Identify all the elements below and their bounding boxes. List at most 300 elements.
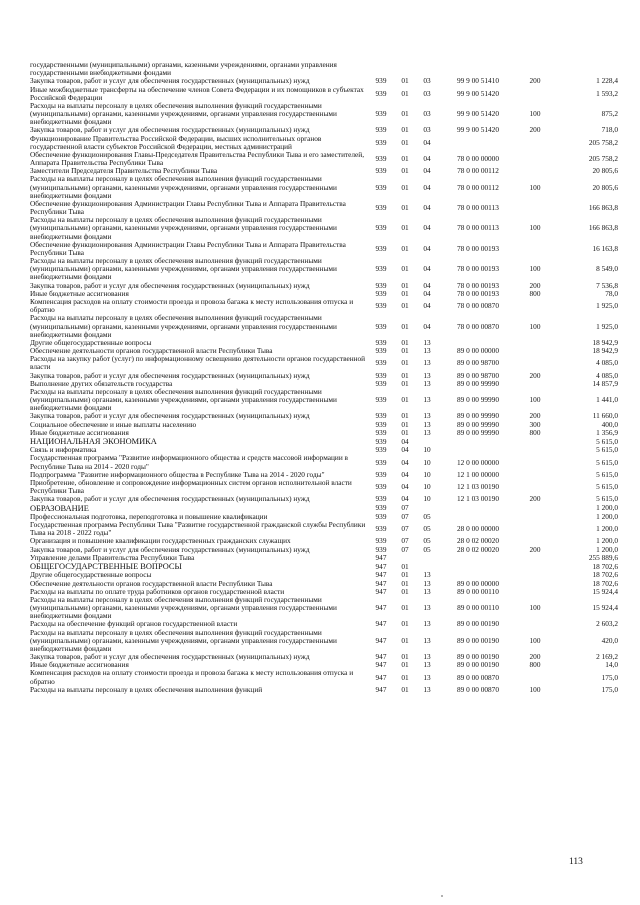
- cell-pr: 04: [423, 137, 431, 147]
- table-row: [30, 388, 618, 413]
- cell-pr: 13: [423, 337, 431, 347]
- cell-sum: 5 615,0: [596, 469, 618, 479]
- cell-csr: 28 0 00 00000: [457, 524, 499, 534]
- cell-vr: [518, 86, 552, 102]
- table-row: [30, 298, 618, 314]
- cell-vr: [518, 135, 552, 151]
- cell-glava: 939: [375, 482, 387, 492]
- cell-name: Закупка товаров, работ и услуг для обеспечения государственных (муниципальных) нужд: [30, 411, 310, 421]
- cell-rz: 01: [401, 243, 409, 253]
- cell-vr: [518, 571, 552, 579]
- cell-sum: 5 615,0: [596, 436, 618, 446]
- cell-glava: 947: [375, 603, 387, 613]
- cell-name: Иные бюджетные ассигнования: [30, 288, 129, 298]
- cell-vr: [518, 554, 552, 562]
- cell-name: Иные бюджетные ассигнования: [30, 660, 129, 670]
- cell-name: Закупка товаров, работ и услуг для обеспечения государственных (муниципальных) нужд: [30, 494, 310, 504]
- cell-sum: 18 702,6: [592, 578, 618, 588]
- cell-glava: 939: [375, 88, 387, 98]
- cell-glava: 939: [375, 125, 387, 135]
- cell-pr: 05: [423, 536, 431, 546]
- cell-name: Социальное обеспечение и иные выплаты населению: [30, 419, 197, 429]
- cell-csr: 78 0 00 00193: [457, 264, 499, 274]
- cell-rz: [394, 61, 416, 77]
- cell-sum: 205 758,2: [588, 153, 618, 163]
- cell-rz: 01: [401, 125, 409, 135]
- cell-name: Государственная программа Республики Тыва "Развитие государственной гражданской службы Республики Тыва на 2018 - 2022 годы": [30, 520, 366, 538]
- cell-glava: 947: [375, 672, 387, 682]
- cell-vr: [518, 454, 552, 470]
- cell-csr: 89 0 00 00110: [457, 586, 499, 596]
- cell-rz: 01: [401, 586, 409, 596]
- cell-vr: 200: [529, 544, 541, 554]
- cell-name: Закупка товаров, работ и услуг для обеспечения государственных (муниципальных) нужд: [30, 125, 310, 135]
- cell-name: Компенсация расходов на оплату стоимости проезда и провоза багажа к месту использования отпуска и обратно: [30, 296, 354, 315]
- cell-name: Государственная программа "Развитие информационного общества и средств массовой информации в Республике Тыва на 2014 - 2020 годы": [30, 453, 348, 471]
- cell-glava: 939: [375, 503, 387, 513]
- scan-speck: [441, 895, 443, 897]
- cell-csr: 28 0 02 00020: [457, 544, 499, 554]
- cell-name: Закупка товаров, работ и услуг для обеспечения государственных (муниципальных) нужд: [30, 652, 310, 662]
- cell-sum: 175,0: [601, 684, 618, 694]
- cell-csr: [438, 135, 518, 151]
- cell-sum: 1 925,0: [596, 321, 618, 331]
- cell-csr: 89 0 00 00190: [457, 635, 499, 645]
- cell-pr: 03: [423, 76, 431, 86]
- cell-pr: 10: [423, 445, 431, 455]
- cell-pr: 03: [423, 125, 431, 135]
- cell-sum: 2 603,2: [596, 619, 618, 629]
- cell-pr: 04: [423, 321, 431, 331]
- cell-sum: 15 924,4: [592, 603, 618, 613]
- cell-rz: 01: [401, 378, 409, 388]
- cell-csr: 28 0 02 00020: [457, 536, 499, 546]
- cell-rz: 04: [401, 482, 409, 492]
- cell-csr: 89 0 00 00110: [457, 603, 499, 613]
- table-row: [30, 86, 618, 102]
- cell-rz: 01: [401, 166, 409, 176]
- cell-rz: 01: [401, 395, 409, 405]
- cell-sum: 11 660,0: [592, 411, 618, 421]
- cell-rz: 01: [401, 337, 409, 347]
- cell-vr: 100: [529, 109, 541, 119]
- cell-csr: [438, 554, 518, 562]
- table-row: [30, 355, 618, 371]
- cell-glava: 939: [375, 378, 387, 388]
- cell-csr: 78 0 00 00193: [457, 288, 499, 298]
- cell-vr: 800: [529, 660, 541, 670]
- cell-glava: 947: [375, 561, 387, 571]
- cell-name: Расходы на выплаты персоналу в целях обеспечения выполнения функций государственными (муниципальными) органами, казенными учреждениями, органами управления государственными внебюджетными фондами: [30, 215, 337, 241]
- cell-pr: 13: [423, 370, 431, 380]
- cell-vr: 100: [529, 182, 541, 192]
- table-row: [30, 216, 618, 241]
- cell-sum: 78,0: [605, 288, 618, 298]
- cell-csr: 89 0 00 00000: [457, 346, 499, 356]
- cell-glava: 939: [375, 494, 387, 504]
- cell-sum: 15 924,4: [592, 586, 618, 596]
- cell-vr: [518, 504, 552, 513]
- cell-sum: 5 615,0: [596, 494, 618, 504]
- cell-name: Расходы на выплаты персоналу в целях обеспечения выполнения функций государственными (муниципальными) органами, казенными учреждениями, органами управления государственными внебюджетными фондами: [30, 174, 337, 200]
- cell-glava: 947: [375, 684, 387, 694]
- cell-csr: 78 0 00 00112: [457, 166, 499, 176]
- cell-sum: 20 805,6: [592, 166, 618, 176]
- cell-csr: [438, 504, 518, 513]
- cell-vr: [518, 298, 552, 314]
- cell-name: Организация и повышение квалификации государственных гражданских служащих: [30, 536, 291, 546]
- cell-vr: [518, 580, 552, 588]
- cell-csr: 99 9 00 51420: [457, 109, 499, 119]
- table-row: [30, 521, 618, 537]
- cell-glava: 947: [375, 635, 387, 645]
- cell-sum: 1 200,0: [596, 544, 618, 554]
- cell-name: Расходы на выплаты персоналу в целях обеспечения выполнения функций: [30, 684, 263, 694]
- cell-vr: [518, 521, 552, 537]
- cell-csr: 12 1 03 00190: [457, 482, 499, 492]
- cell-glava: 939: [375, 223, 387, 233]
- cell-rz: 01: [401, 301, 409, 311]
- cell-pr: 13: [423, 427, 431, 437]
- cell-rz: 01: [401, 137, 409, 147]
- cell-name: ОБЩЕГОСУДАРСТВЕННЫЕ ВОПРОСЫ: [30, 561, 182, 571]
- cell-glava: 939: [375, 536, 387, 546]
- cell-rz: 07: [401, 544, 409, 554]
- cell-glava: 947: [375, 652, 387, 662]
- cell-vr: 200: [529, 125, 541, 135]
- cell-name: Функционирование Правительства Российской Федерации, высших исполнительных органов государственной власти субъектов Российской Федерации, местных администраций: [30, 133, 322, 151]
- cell-pr: [416, 61, 438, 77]
- cell-glava: 947: [375, 660, 387, 670]
- table-row: [30, 479, 618, 495]
- cell-rz: 01: [401, 561, 409, 571]
- cell-csr: 89 0 00 99990: [457, 378, 499, 388]
- cell-vr: 100: [529, 635, 541, 645]
- cell-glava: 939: [375, 182, 387, 192]
- cell-rz: 01: [401, 182, 409, 192]
- cell-sum: 20 805,6: [592, 182, 618, 192]
- cell-rz: 01: [401, 346, 409, 356]
- table-row: [30, 102, 618, 127]
- cell-sum: 18 942,9: [592, 337, 618, 347]
- cell-name: Расходы на выплаты персоналу в целях обеспечения выполнения функций государственными (муниципальными) органами, казенными учреждениями, органами управления государственными внебюджетными фондами: [30, 386, 337, 413]
- cell-sum: 1 228,4: [596, 76, 618, 86]
- cell-name: Иные межбюджетные трансферты на обеспечение членов Совета Федерации и их помощников в субъектах Российской Федерации: [30, 84, 364, 102]
- cell-pr: 13: [423, 586, 431, 596]
- cell-rz: 01: [401, 203, 409, 212]
- cell-pr: 13: [423, 378, 431, 388]
- cell-rz: 01: [401, 427, 409, 437]
- cell-sum: 1 200,0: [596, 524, 618, 534]
- cell-name: Расходы на выплаты персоналу в целях обеспечения выполнения функций государственными (муниципальными) органами, казенными учреждениями, органами управления государственными внебюджетными фондами: [30, 313, 337, 339]
- cell-csr: 89 0 00 00870: [457, 672, 499, 682]
- cell-name: Расходы на обеспечение функций органов государственной власти: [30, 619, 238, 629]
- cell-rz: 04: [401, 445, 409, 455]
- cell-name: Расходы на выплаты по оплате труда работников органов государственной власти: [30, 586, 285, 596]
- cell-vr: [518, 562, 552, 571]
- cell-csr: 89 0 00 99990: [457, 395, 499, 405]
- cell-csr: 78 0 00 00193: [457, 280, 499, 290]
- cell-pr: 13: [423, 635, 431, 645]
- cell-pr: 04: [423, 166, 431, 176]
- cell-sum: 2 169,2: [596, 652, 618, 662]
- cell-vr: 100: [529, 684, 541, 694]
- cell-vr: 100: [529, 264, 541, 274]
- cell-pr: 13: [423, 419, 431, 429]
- cell-glava: 939: [375, 445, 387, 455]
- cell-glava: 939: [375, 370, 387, 380]
- cell-csr: 99 9 00 51420: [457, 88, 499, 98]
- cell-vr: [518, 167, 552, 175]
- cell-name: Расходы на закупку работ (услуг) по информационному освещению деятельности органов государственной власти: [30, 354, 366, 372]
- table-row: [30, 495, 618, 503]
- cell-csr: 89 0 00 99990: [457, 419, 499, 429]
- cell-csr: 89 0 00 99990: [457, 427, 499, 437]
- table-row: [30, 429, 618, 437]
- cell-sum: 1 441,0: [596, 395, 618, 405]
- cell-pr: 04: [423, 203, 431, 212]
- cell-sum: 4 085,0: [596, 358, 618, 368]
- cell-rz: 01: [401, 635, 409, 645]
- cell-glava: 939: [375, 264, 387, 274]
- table-row: [30, 151, 618, 167]
- cell-name: Подпрограмма "Развитие информационного общества в Республике Тыва на 2014 - 2020 годы": [30, 469, 325, 479]
- cell-pr: 13: [423, 578, 431, 588]
- cell-vr: 100: [529, 321, 541, 331]
- cell-rz: 01: [401, 370, 409, 380]
- cell-csr: 78 0 00 00870: [457, 321, 499, 331]
- cell-vr: 800: [529, 288, 541, 298]
- cell-glava: 939: [375, 427, 387, 437]
- cell-vr: [518, 241, 552, 257]
- cell-rz: 01: [401, 411, 409, 421]
- cell-vr: 200: [529, 652, 541, 662]
- cell-sum: 255 889,6: [588, 552, 618, 562]
- cell-pr: 13: [423, 411, 431, 421]
- cell-pr: 04: [423, 153, 431, 163]
- cell-csr: [438, 562, 518, 571]
- cell-sum: 8 549,0: [596, 264, 618, 274]
- cell-name: Закупка товаров, работ и услуг для обеспечения государственных (муниципальных) нужд: [30, 76, 310, 86]
- cell-name: Обеспечение функционирования Главы-Председателя Правительства Республики Тыва и его заместителей, Аппарата Правительства Республики Тыва: [30, 149, 365, 168]
- cell-csr: 89 0 00 98700: [457, 370, 499, 380]
- cell-glava: 947: [375, 586, 387, 596]
- cell-csr: [438, 513, 518, 521]
- cell-vr: [518, 339, 552, 347]
- cell-sum: 205 758,2: [588, 137, 618, 147]
- cell-glava: 939: [375, 166, 387, 176]
- cell-pr: 13: [423, 570, 431, 580]
- cell-glava: 939: [375, 524, 387, 534]
- cell-csr: 78 0 00 00113: [457, 203, 499, 212]
- cell-pr: 04: [423, 182, 431, 192]
- cell-vr: [518, 200, 552, 216]
- cell-vr: [518, 471, 552, 479]
- cell-glava: 939: [375, 544, 387, 554]
- cell-pr: 04: [423, 264, 431, 274]
- cell-glava: 939: [375, 203, 387, 212]
- cell-pr: 10: [423, 457, 431, 467]
- cell-rz: 01: [401, 109, 409, 119]
- cell-glava: 939: [375, 511, 387, 521]
- cell-csr: 89 0 00 99990: [457, 411, 499, 421]
- cell-sum: 5 615,0: [596, 457, 618, 467]
- cell-glava: 939: [375, 337, 387, 347]
- cell-csr: 89 0 00 00000: [457, 578, 499, 588]
- cell-rz: 01: [401, 652, 409, 662]
- cell-vr: 100: [529, 223, 541, 233]
- cell-csr: 78 0 00 00870: [457, 301, 499, 311]
- cell-glava: 939: [375, 243, 387, 253]
- cell-csr: 99 9 00 51410: [457, 76, 499, 86]
- cell-pr: 04: [423, 301, 431, 311]
- cell-glava: 939: [375, 321, 387, 331]
- table-row: [30, 61, 618, 77]
- cell-glava: 939: [375, 358, 387, 368]
- cell-glava: 947: [375, 552, 387, 562]
- cell-name: Связь и информатика: [30, 445, 97, 455]
- cell-glava: 939: [375, 76, 387, 86]
- cell-rz: [394, 554, 416, 562]
- cell-rz: 01: [401, 264, 409, 274]
- table-row: [30, 686, 618, 694]
- cell-vr: [518, 669, 552, 685]
- cell-sum: [552, 61, 618, 77]
- cell-name: Выполнение других обязательств государства: [30, 378, 173, 388]
- cell-csr: 99 9 00 51420: [457, 125, 499, 135]
- table-row: [30, 314, 618, 339]
- cell-csr: [438, 61, 518, 77]
- cell-pr: 13: [423, 395, 431, 405]
- cell-name: Управление делами Правительства Республики Тыва: [30, 552, 195, 562]
- cell-csr: 78 0 00 00112: [457, 182, 499, 192]
- table-row: [30, 257, 618, 282]
- table-row: [30, 554, 618, 562]
- cell-glava: 947: [375, 619, 387, 629]
- cell-glava: 947: [375, 570, 387, 580]
- cell-sum: 14 857,9: [592, 378, 618, 388]
- cell-vr: [518, 151, 552, 167]
- cell-sum: 18 702,6: [592, 570, 618, 580]
- cell-csr: 89 0 00 00190: [457, 652, 499, 662]
- cell-sum: 718,0: [601, 125, 618, 135]
- cell-glava: 939: [375, 153, 387, 163]
- table-row: [30, 669, 618, 685]
- cell-csr: 89 0 00 00190: [457, 619, 499, 629]
- page-number: 113: [569, 857, 583, 867]
- cell-vr: [518, 380, 552, 388]
- cell-rz: 04: [401, 494, 409, 504]
- cell-glava: 939: [375, 109, 387, 119]
- budget-table-body: [30, 61, 618, 694]
- cell-rz: 01: [401, 88, 409, 98]
- cell-pr: 13: [423, 660, 431, 670]
- cell-name: Расходы на выплаты персоналу в целях обеспечения выполнения функций государственными (муниципальными) органами, казенными учреждениями, органами управления государственными внебюджетными фондами: [30, 100, 337, 127]
- cell-sum: 875,2: [601, 109, 618, 119]
- cell-pr: 04: [423, 288, 431, 298]
- cell-rz: 04: [401, 436, 409, 446]
- cell-vr: 200: [529, 280, 541, 290]
- cell-rz: 01: [401, 153, 409, 163]
- cell-rz: 04: [401, 469, 409, 479]
- cell-rz: 01: [401, 660, 409, 670]
- cell-name: ОБРАЗОВАНИЕ: [30, 503, 89, 513]
- cell-pr: 13: [423, 603, 431, 613]
- cell-name: государственными (муниципальными) органами, казенными учреждениями, органами управления государственными внебюджетными фондами: [30, 60, 337, 78]
- cell-sum: 166 863,8: [588, 223, 618, 233]
- cell-sum: 1 925,0: [596, 301, 618, 311]
- cell-rz: 01: [401, 570, 409, 580]
- cell-name: Обеспечение функционирования Администрации Главы Республики Тыва и Аппарата Правительства Республики Тыва: [30, 239, 346, 257]
- cell-sum: 1 200,0: [596, 536, 618, 546]
- cell-name: Закупка товаров, работ и услуг для обеспечения государственных (муниципальных) нужд: [30, 370, 310, 380]
- table-row: [30, 135, 618, 151]
- cell-vr: 200: [529, 411, 541, 421]
- cell-vr: [518, 620, 552, 628]
- cell-vr: 100: [529, 603, 541, 613]
- cell-pr: 04: [423, 223, 431, 233]
- cell-rz: 01: [401, 76, 409, 86]
- cell-csr: 12 0 00 00000: [457, 457, 499, 467]
- cell-glava: 939: [375, 457, 387, 467]
- cell-sum: 16 163,8: [592, 243, 618, 253]
- cell-vr: 200: [529, 494, 541, 504]
- cell-glava: 939: [375, 395, 387, 405]
- table-row: [30, 175, 618, 200]
- cell-rz: 01: [401, 684, 409, 694]
- cell-sum: 5 615,0: [596, 445, 618, 455]
- cell-sum: 400,0: [601, 419, 618, 429]
- cell-vr: 200: [529, 76, 541, 86]
- cell-csr: 12 1 03 00190: [457, 494, 499, 504]
- cell-pr: 10: [423, 469, 431, 479]
- cell-rz: 07: [401, 536, 409, 546]
- cell-pr: 13: [423, 358, 431, 368]
- cell-rz: 01: [401, 419, 409, 429]
- cell-pr: 13: [423, 619, 431, 629]
- cell-vr: [518, 347, 552, 355]
- cell-pr: 04: [423, 243, 431, 253]
- cell-pr: 05: [423, 544, 431, 554]
- cell-glava: 939: [375, 469, 387, 479]
- cell-rz: 07: [401, 511, 409, 521]
- cell-glava: 939: [375, 301, 387, 311]
- cell-pr: 13: [423, 684, 431, 694]
- cell-vr: 200: [529, 370, 541, 380]
- cell-name: Профессиональная подготовка, переподготовка и повышение квалификации: [30, 511, 268, 521]
- cell-csr: 78 0 00 00000: [457, 153, 499, 163]
- cell-rz: 01: [401, 672, 409, 682]
- cell-pr: 13: [423, 672, 431, 682]
- cell-glava: 947: [375, 578, 387, 588]
- cell-vr: [518, 513, 552, 521]
- cell-name: Иные бюджетные ассигнования: [30, 427, 129, 437]
- cell-rz: 04: [401, 457, 409, 467]
- cell-rz: 01: [401, 603, 409, 613]
- cell-vr: 300: [529, 419, 541, 429]
- cell-rz: 01: [401, 321, 409, 331]
- cell-csr: 89 0 00 00870: [457, 684, 499, 694]
- cell-csr: 12 1 00 00000: [457, 469, 499, 479]
- cell-rz: 01: [401, 223, 409, 233]
- cell-rz: 01: [401, 578, 409, 588]
- cell-sum: 18 702,6: [592, 561, 618, 571]
- cell-name: Закупка товаров, работ и услуг для обеспечения государственных (муниципальных) нужд: [30, 544, 310, 554]
- cell-sum: 420,0: [601, 635, 618, 645]
- cell-glava: 939: [375, 288, 387, 298]
- cell-pr: 10: [423, 482, 431, 492]
- cell-sum: 166 863,8: [588, 203, 618, 212]
